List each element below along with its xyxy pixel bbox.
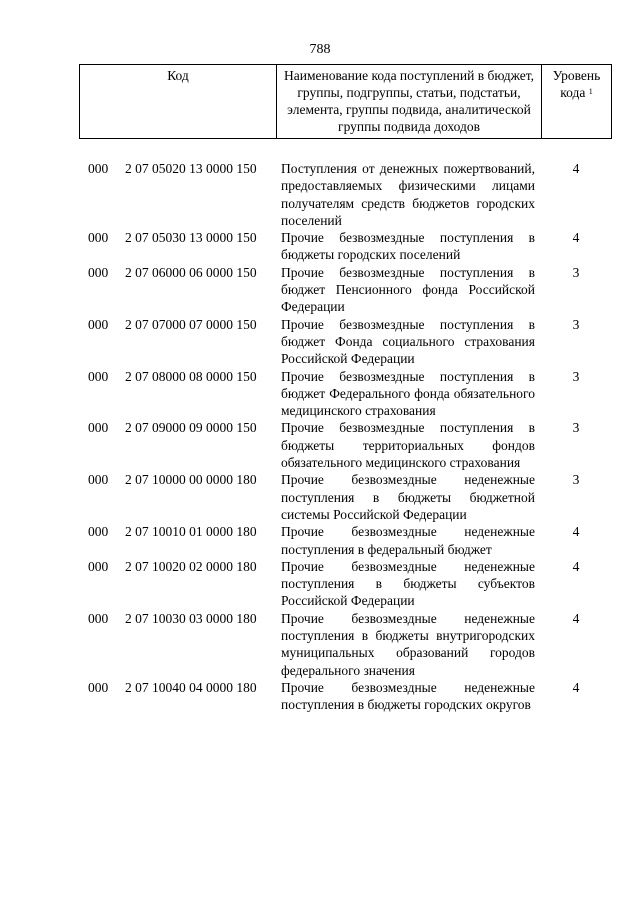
row-level: 4: [572, 230, 580, 246]
header-code: Код: [167, 68, 189, 83]
row-name: Прочие безвозмездные неденежные поступления в федеральный бюджет: [281, 524, 535, 557]
row-level: 4: [572, 161, 580, 176]
header-level: [542, 67, 611, 101]
row-code: 2 07 10030 03 0000 180: [125, 610, 257, 626]
row-code: 2 07 09000 09 0000 150: [125, 420, 257, 436]
row-name: Прочие безвозмездные поступления в бюджеты территориальных фондов обязательного медицинского страхования: [281, 420, 535, 471]
row-code: 2 07 10040 04 0000 180: [125, 679, 257, 695]
row-level: 4: [572, 524, 580, 540]
row-code: 2 07 10010 01 0000 180: [125, 524, 257, 540]
header-level-label: Уровень кода: [552, 68, 601, 100]
row-code-prefix: 000: [88, 161, 109, 176]
row-level: 4: [572, 558, 580, 574]
row-name: Поступления от денежных пожертвований, предоставляемых физическими лицами получателям средств бюджетов городских поселений: [281, 161, 535, 228]
table-row: [0, 160, 640, 229]
header-name: Наименование кода поступлений в бюджет, группы, подгруппы, статьи, подстатьи, элемента, группы подвида, аналитической группы подвида доходов: [276, 65, 542, 138]
row-name: Прочие безвозмездные поступления в бюджеты городских поселений: [281, 230, 535, 263]
table-row: [0, 264, 640, 316]
table-row: [0, 419, 640, 471]
table-row: [0, 610, 640, 679]
table-row: [0, 471, 640, 523]
row-name: Прочие безвозмездные неденежные поступления в бюджеты городских округов: [281, 679, 535, 713]
row-code-prefix: 000: [88, 368, 109, 384]
row-name: Прочие безвозмездные неденежные поступления в бюджеты субъектов Российской Федерации: [281, 558, 535, 609]
table-row: [0, 679, 640, 714]
row-code-prefix: 000: [88, 420, 109, 436]
row-code: 2 07 07000 07 0000 150: [125, 316, 257, 332]
table-row: [0, 229, 640, 264]
row-code: 2 07 08000 08 0000 150: [125, 368, 257, 384]
table-row: [0, 368, 640, 420]
row-code: 2 07 05030 13 0000 150: [125, 230, 257, 246]
row-name: Прочие безвозмездные неденежные поступления в бюджеты бюджетной системы Российской Федерации: [281, 472, 535, 522]
row-level: 3: [572, 316, 580, 332]
row-name: Прочие безвозмездные поступления в бюджет Федерального фонда обязательного медицинского страхования: [281, 368, 535, 419]
table-row: [0, 558, 640, 610]
row-code-prefix: 000: [88, 316, 109, 332]
row-level: 3: [572, 420, 580, 436]
table-row: [0, 316, 640, 368]
row-level: 3: [572, 368, 580, 384]
header-level-footnote: 1: [588, 87, 593, 96]
row-level: 3: [572, 472, 580, 488]
row-name: Прочие безвозмездные поступления в бюджет Фонда социального страхования Российской Федерации: [281, 316, 535, 367]
table-body: [0, 160, 640, 714]
row-level: 4: [572, 610, 580, 626]
row-level: 3: [572, 264, 580, 280]
row-code: 2 07 05020 13 0000 150: [125, 161, 257, 176]
row-code-prefix: 000: [88, 524, 109, 540]
row-code: 2 07 10000 00 0000 180: [125, 472, 257, 488]
row-code-prefix: 000: [88, 610, 109, 626]
row-code-prefix: 000: [88, 679, 109, 695]
row-code-prefix: 000: [88, 264, 109, 280]
table-header: [79, 64, 612, 139]
page-number: 788: [309, 42, 331, 57]
row-code: 2 07 06000 06 0000 150: [125, 264, 257, 280]
row-code-prefix: 000: [88, 472, 109, 488]
row-level: 4: [572, 679, 580, 695]
row-name: Прочие безвозмездные неденежные поступления в бюджеты внутригородских муниципальных образований городов федерального значения: [281, 610, 535, 678]
row-code: 2 07 10020 02 0000 180: [125, 558, 257, 574]
row-code-prefix: 000: [88, 558, 109, 574]
row-name: Прочие безвозмездные поступления в бюджет Пенсионного фонда Российской Федерации: [281, 264, 535, 315]
row-code-prefix: 000: [88, 230, 109, 246]
table-row: [0, 523, 640, 558]
